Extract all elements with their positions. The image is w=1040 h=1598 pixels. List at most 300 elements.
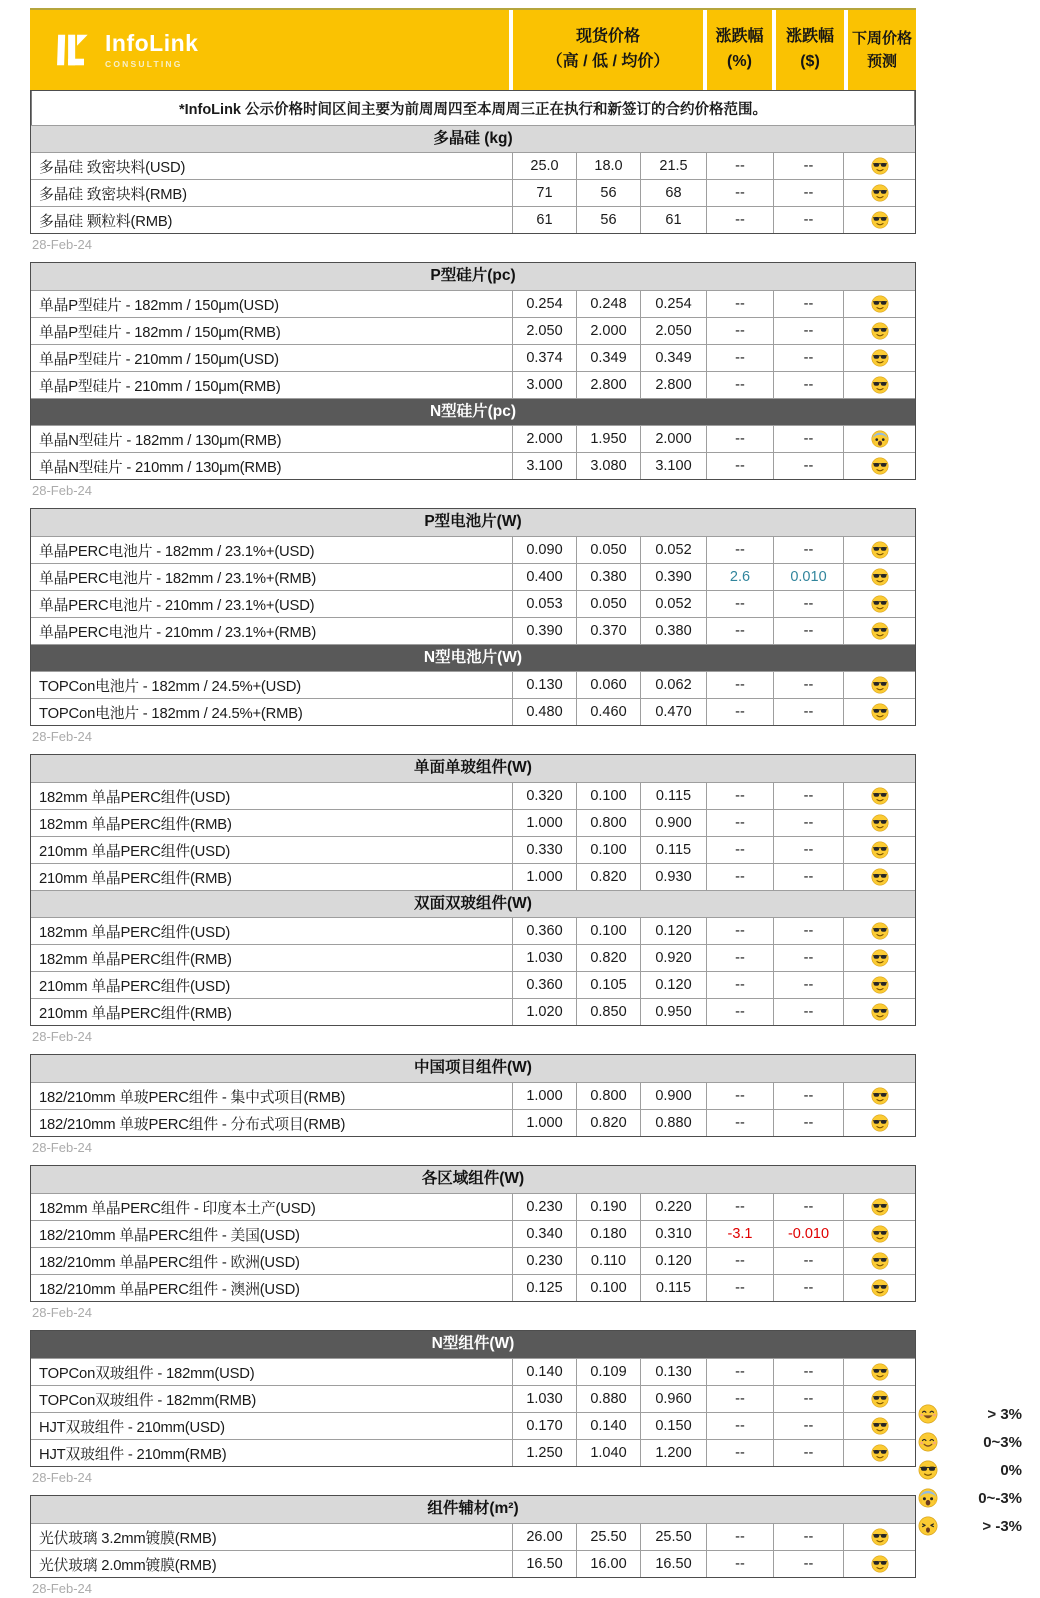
price-high: 3.000 [512, 372, 576, 398]
table-row [31, 590, 915, 617]
trend-up-big-emoji-icon [918, 1404, 938, 1424]
price-low: 1.950 [576, 426, 640, 452]
legend-item [918, 1428, 1022, 1456]
table-row [31, 617, 915, 644]
legend-label: > -3% [982, 1517, 1022, 1535]
trend-flat-emoji-icon [871, 1555, 889, 1573]
trend-flat-emoji-icon [871, 1252, 889, 1270]
change-dollar: -- [773, 1551, 843, 1577]
product-label: 单晶N型硅片 - 210mm / 130μm(RMB) [39, 459, 282, 476]
product-label: 多晶硅 致密块料(USD) [39, 159, 186, 176]
price-avg: 0.920 [640, 945, 706, 971]
price-table-group [30, 754, 916, 1046]
price-low: 1.040 [576, 1440, 640, 1466]
price-high: 2.050 [512, 318, 576, 344]
price-avg: 0.349 [640, 345, 706, 371]
price-low: 0.820 [576, 945, 640, 971]
table-row [31, 179, 915, 206]
change-percent: 2.6 [706, 564, 773, 590]
price-avg: 0.120 [640, 1248, 706, 1274]
price-low: 0.248 [576, 291, 640, 317]
forecast-emoji-cell [843, 291, 915, 317]
table-groups [30, 90, 916, 1598]
price-high: 0.230 [512, 1194, 576, 1220]
product-label: 182mm 单晶PERC组件(USD) [39, 924, 231, 941]
price-high: 0.140 [512, 1359, 576, 1385]
price-low: 2.000 [576, 318, 640, 344]
product-label: 多晶硅 致密块料(RMB) [39, 186, 187, 203]
section-header: N型电池片(W) [31, 644, 915, 671]
change-percent: -- [706, 318, 773, 344]
change-dollar: -- [773, 810, 843, 836]
change-percent: -- [706, 837, 773, 863]
forecast-emoji-cell [843, 180, 915, 206]
price-low: 0.380 [576, 564, 640, 590]
section-date: 28-Feb-24 [32, 729, 92, 744]
forecast-emoji-cell [843, 1440, 915, 1466]
section-header: 组件辅材(m²) [31, 1496, 915, 1523]
change-percent: -- [706, 1413, 773, 1439]
product-label: 182mm 单晶PERC组件(RMB) [39, 951, 232, 968]
price-avg: 0.950 [640, 999, 706, 1025]
price-low: 0.050 [576, 591, 640, 617]
price-table [30, 90, 916, 234]
table-row [31, 998, 915, 1025]
price-avg: 0.220 [640, 1194, 706, 1220]
forecast-emoji-cell [843, 153, 915, 179]
price-avg: 0.310 [640, 1221, 706, 1247]
forecast-emoji-cell [843, 810, 915, 836]
price-high: 1.000 [512, 1110, 576, 1136]
table-row [31, 317, 915, 344]
trend-flat-emoji-icon [871, 1363, 889, 1381]
forecast-emoji-cell [843, 564, 915, 590]
price-avg: 0.254 [640, 291, 706, 317]
change-percent: -- [706, 1275, 773, 1301]
price-high: 3.100 [512, 453, 576, 479]
section-header: N型组件(W) [31, 1331, 915, 1358]
section-date: 28-Feb-24 [32, 237, 92, 252]
price-high: 0.053 [512, 591, 576, 617]
price-low: 25.50 [576, 1524, 640, 1550]
forecast-emoji-cell [843, 918, 915, 944]
forecast-emoji-cell [843, 372, 915, 398]
column-header-forecast: 下周价格 预测 [848, 10, 916, 90]
product-label: TOPCon电池片 - 182mm / 24.5%+(USD) [39, 678, 302, 695]
change-percent: -- [706, 945, 773, 971]
price-high: 0.090 [512, 537, 576, 563]
change-dollar: -- [773, 1248, 843, 1274]
table-row [31, 1550, 915, 1577]
trend-flat-emoji-icon [871, 1198, 889, 1216]
price-avg: 0.130 [640, 1359, 706, 1385]
forecast-emoji-cell [843, 318, 915, 344]
change-dollar: -- [773, 918, 843, 944]
table-row [31, 1358, 915, 1385]
price-table-group [30, 262, 916, 500]
price-avg: 0.380 [640, 618, 706, 644]
change-percent: -- [706, 453, 773, 479]
price-high: 0.360 [512, 918, 576, 944]
forecast-emoji-cell [843, 1275, 915, 1301]
price-low: 0.820 [576, 1110, 640, 1136]
price-high: 1.030 [512, 945, 576, 971]
change-dollar: -- [773, 1440, 843, 1466]
price-avg: 25.50 [640, 1524, 706, 1550]
forecast-emoji-cell [843, 618, 915, 644]
section-date: 28-Feb-24 [32, 1140, 92, 1155]
spot-price-subtitle: （高 / 低 / 均价） [546, 53, 670, 70]
price-low: 0.180 [576, 1221, 640, 1247]
product-label: 光伏玻璃 3.2mm镀膜(RMB) [39, 1530, 217, 1547]
table-row [31, 1247, 915, 1274]
product-label: 单晶PERC电池片 - 182mm / 23.1%+(USD) [39, 543, 315, 560]
change-percent: -3.1 [706, 1221, 773, 1247]
forecast-emoji-cell [843, 999, 915, 1025]
product-label: 光伏玻璃 2.0mm镀膜(RMB) [39, 1557, 217, 1574]
change-percent: -- [706, 153, 773, 179]
price-high: 0.230 [512, 1248, 576, 1274]
trend-flat-emoji-icon [871, 1444, 889, 1462]
forecast-legend [918, 1400, 1022, 1540]
price-table-group [30, 1495, 916, 1598]
table-row [31, 563, 915, 590]
price-avg: 2.000 [640, 426, 706, 452]
price-high: 0.360 [512, 972, 576, 998]
forecast-emoji-cell [843, 1083, 915, 1109]
change-percent: -- [706, 207, 773, 233]
forecast-emoji-cell [843, 837, 915, 863]
price-avg: 0.150 [640, 1413, 706, 1439]
table-row [31, 290, 915, 317]
forecast-emoji-cell [843, 1194, 915, 1220]
price-low: 0.880 [576, 1386, 640, 1412]
column-header-change-dollar: 涨跌幅 ($) [776, 10, 844, 90]
table-row [31, 836, 915, 863]
change-dollar: -0.010 [773, 1221, 843, 1247]
price-note: *InfoLink 公示价格时间区间主要为前周周四至本周周三正在执行和新签订的合约价格范围。 [31, 91, 915, 125]
product-label: 单晶N型硅片 - 182mm / 130μm(RMB) [39, 432, 282, 449]
change-dollar: -- [773, 207, 843, 233]
price-avg: 0.900 [640, 1083, 706, 1109]
section-date: 28-Feb-24 [32, 1305, 92, 1320]
price-low: 0.109 [576, 1359, 640, 1385]
table-row [31, 536, 915, 563]
legend-label: 0~-3% [978, 1489, 1022, 1507]
change-dollar: -- [773, 372, 843, 398]
price-high: 1.000 [512, 864, 576, 890]
change-percent: -- [706, 426, 773, 452]
trend-flat-emoji-icon [871, 1087, 889, 1105]
change-dollar: -- [773, 972, 843, 998]
table-row [31, 971, 915, 998]
price-avg: 0.390 [640, 564, 706, 590]
change-dollar: -- [773, 591, 843, 617]
change-percent: -- [706, 672, 773, 698]
spot-price-title: 现货价格 [575, 28, 640, 46]
change-percent: -- [706, 999, 773, 1025]
price-table-group [30, 90, 916, 254]
product-label: 182mm 单晶PERC组件 - 印度本土产(USD) [39, 1200, 316, 1217]
change-dollar: -- [773, 291, 843, 317]
section-header: 多晶硅 (kg) [31, 125, 915, 152]
trend-flat-emoji-icon [871, 676, 889, 694]
forecast-emoji-cell [843, 591, 915, 617]
change-percent: -- [706, 918, 773, 944]
price-high: 1.250 [512, 1440, 576, 1466]
price-high: 2.000 [512, 426, 576, 452]
price-high: 25.0 [512, 153, 576, 179]
trend-down-emoji-icon [871, 430, 889, 448]
forecast-emoji-cell [843, 1221, 915, 1247]
price-high: 0.390 [512, 618, 576, 644]
section-date: 28-Feb-24 [32, 1470, 92, 1485]
price-avg: 21.5 [640, 153, 706, 179]
trend-down-emoji-icon [918, 1488, 938, 1508]
change-dollar: -- [773, 537, 843, 563]
table-row [31, 1082, 915, 1109]
price-high: 1.020 [512, 999, 576, 1025]
change-dollar: -- [773, 672, 843, 698]
change-dollar: -- [773, 1386, 843, 1412]
legend-item [918, 1484, 1022, 1512]
change-percent: -- [706, 291, 773, 317]
change-percent: -- [706, 810, 773, 836]
trend-flat-emoji-icon [871, 814, 889, 832]
price-low: 0.110 [576, 1248, 640, 1274]
trend-flat-emoji-icon [871, 157, 889, 175]
table-row [31, 809, 915, 836]
price-high: 1.030 [512, 1386, 576, 1412]
table-row [31, 1439, 915, 1466]
change-percent: -- [706, 1194, 773, 1220]
trend-flat-emoji-icon [871, 1225, 889, 1243]
price-low: 3.080 [576, 453, 640, 479]
trend-flat-emoji-icon [871, 184, 889, 202]
price-low: 2.800 [576, 372, 640, 398]
trend-flat-emoji-icon [871, 322, 889, 340]
trend-flat-emoji-icon [871, 295, 889, 313]
section-header: 单面单玻组件(W) [31, 755, 915, 782]
trend-flat-emoji-icon [918, 1460, 938, 1480]
forecast-emoji-cell [843, 1248, 915, 1274]
forecast-emoji-cell [843, 864, 915, 890]
price-high: 1.000 [512, 1083, 576, 1109]
price-low: 0.140 [576, 1413, 640, 1439]
table-row [31, 1385, 915, 1412]
section-header: 双面双玻组件(W) [31, 890, 915, 917]
change-percent: -- [706, 864, 773, 890]
price-avg: 2.800 [640, 372, 706, 398]
trend-flat-emoji-icon [871, 787, 889, 805]
product-label: TOPCon双玻组件 - 182mm(RMB) [39, 1392, 257, 1409]
price-low: 0.060 [576, 672, 640, 698]
price-avg: 0.052 [640, 591, 706, 617]
price-table-group [30, 1165, 916, 1322]
legend-label: 0~3% [983, 1433, 1022, 1451]
change-percent: -- [706, 618, 773, 644]
change-percent: -- [706, 972, 773, 998]
product-label: 182/210mm 单晶PERC组件 - 欧洲(USD) [39, 1254, 300, 1271]
price-avg: 0.115 [640, 837, 706, 863]
price-low: 0.100 [576, 837, 640, 863]
price-low: 0.050 [576, 537, 640, 563]
change-percent: -- [706, 345, 773, 371]
change-dollar: -- [773, 345, 843, 371]
trend-flat-emoji-icon [871, 568, 889, 586]
price-high: 0.320 [512, 783, 576, 809]
forecast-emoji-cell [843, 972, 915, 998]
forecast-emoji-cell [843, 1359, 915, 1385]
trend-flat-emoji-icon [871, 1417, 889, 1435]
trend-flat-emoji-icon [871, 211, 889, 229]
price-table-group [30, 1054, 916, 1157]
forecast-emoji-cell [843, 672, 915, 698]
product-label: TOPCon双玻组件 - 182mm(USD) [39, 1365, 255, 1382]
price-low: 0.800 [576, 810, 640, 836]
price-low: 0.100 [576, 783, 640, 809]
trend-flat-emoji-icon [871, 841, 889, 859]
change-dollar: -- [773, 1275, 843, 1301]
price-avg: 0.115 [640, 783, 706, 809]
price-table [30, 262, 916, 480]
trend-flat-emoji-icon [871, 541, 889, 559]
price-low: 0.460 [576, 699, 640, 725]
trend-flat-emoji-icon [871, 1390, 889, 1408]
product-label: 单晶PERC电池片 - 210mm / 23.1%+(USD) [39, 597, 315, 614]
price-low: 0.105 [576, 972, 640, 998]
product-label: 182/210mm 单玻PERC组件 - 集中式项目(RMB) [39, 1089, 346, 1106]
legend-item [918, 1456, 1022, 1484]
price-low: 0.100 [576, 1275, 640, 1301]
column-header-spot-price [513, 10, 703, 90]
trend-flat-emoji-icon [871, 1279, 889, 1297]
change-percent: -- [706, 1359, 773, 1385]
change-percent: -- [706, 180, 773, 206]
price-avg: 68 [640, 180, 706, 206]
infolink-logo [30, 10, 509, 90]
table-row [31, 1523, 915, 1550]
price-high: 0.480 [512, 699, 576, 725]
price-avg: 0.470 [640, 699, 706, 725]
change-dollar: -- [773, 837, 843, 863]
price-avg: 2.050 [640, 318, 706, 344]
price-avg: 0.120 [640, 972, 706, 998]
price-avg: 3.100 [640, 453, 706, 479]
table-row [31, 944, 915, 971]
price-high: 0.340 [512, 1221, 576, 1247]
price-table-group [30, 1330, 916, 1487]
change-dollar: -- [773, 1413, 843, 1439]
price-high: 71 [512, 180, 576, 206]
trend-flat-emoji-icon [871, 1528, 889, 1546]
trend-down-big-emoji-icon [918, 1516, 938, 1536]
forecast-emoji-cell [843, 426, 915, 452]
forecast-emoji-cell [843, 783, 915, 809]
price-avg: 61 [640, 207, 706, 233]
table-row [31, 344, 915, 371]
column-header-change-percent: 涨跌幅 (%) [707, 10, 772, 90]
change-dollar: -- [773, 1110, 843, 1136]
price-avg: 0.115 [640, 1275, 706, 1301]
product-label: 单晶P型硅片 - 210mm / 150μm(USD) [39, 351, 279, 368]
change-percent: -- [706, 1524, 773, 1550]
trend-flat-emoji-icon [871, 868, 889, 886]
price-high: 16.50 [512, 1551, 576, 1577]
table-row [31, 1193, 915, 1220]
section-header: N型硅片(pc) [31, 398, 915, 425]
change-dollar: -- [773, 153, 843, 179]
product-label: 210mm 单晶PERC组件(USD) [39, 843, 231, 860]
price-low: 56 [576, 180, 640, 206]
product-label: 182mm 单晶PERC组件(RMB) [39, 816, 232, 833]
price-avg: 16.50 [640, 1551, 706, 1577]
price-table [30, 1054, 916, 1137]
product-label: HJT双玻组件 - 210mm(RMB) [39, 1446, 227, 1463]
section-date: 28-Feb-24 [32, 483, 92, 498]
trend-flat-emoji-icon [871, 703, 889, 721]
price-avg: 0.900 [640, 810, 706, 836]
change-dollar: -- [773, 618, 843, 644]
change-percent: -- [706, 591, 773, 617]
price-low: 0.370 [576, 618, 640, 644]
price-high: 61 [512, 207, 576, 233]
price-avg: 0.960 [640, 1386, 706, 1412]
forecast-emoji-cell [843, 1551, 915, 1577]
forecast-emoji-cell [843, 699, 915, 725]
change-dollar: -- [773, 426, 843, 452]
change-percent: -- [706, 1440, 773, 1466]
change-percent: -- [706, 1110, 773, 1136]
table-row [31, 1109, 915, 1136]
trend-flat-emoji-icon [871, 349, 889, 367]
change-dollar: -- [773, 699, 843, 725]
price-avg: 0.062 [640, 672, 706, 698]
price-high: 0.125 [512, 1275, 576, 1301]
change-dollar: -- [773, 1524, 843, 1550]
change-percent: -- [706, 537, 773, 563]
section-date: 28-Feb-24 [32, 1581, 92, 1596]
table-row [31, 152, 915, 179]
forecast-emoji-cell [843, 1110, 915, 1136]
change-dollar: -- [773, 1359, 843, 1385]
price-low: 0.100 [576, 918, 640, 944]
legend-label: 0% [1000, 1461, 1022, 1479]
product-label: TOPCon电池片 - 182mm / 24.5%+(RMB) [39, 705, 303, 722]
price-high: 0.374 [512, 345, 576, 371]
product-label: 182/210mm 单玻PERC组件 - 分布式项目(RMB) [39, 1116, 346, 1133]
change-dollar: -- [773, 1194, 843, 1220]
change-percent: -- [706, 699, 773, 725]
trend-flat-emoji-icon [871, 949, 889, 967]
change-dollar: -- [773, 180, 843, 206]
legend-label: > 3% [987, 1405, 1022, 1423]
trend-flat-emoji-icon [871, 1003, 889, 1021]
section-header: 中国项目组件(W) [31, 1055, 915, 1082]
product-label: 多晶硅 颗粒料(RMB) [39, 213, 173, 230]
trend-flat-emoji-icon [871, 595, 889, 613]
change-dollar: -- [773, 864, 843, 890]
price-table-group [30, 508, 916, 746]
table-row [31, 698, 915, 725]
price-table [30, 1495, 916, 1578]
product-label: 单晶P型硅片 - 182mm / 150μm(RMB) [39, 324, 281, 341]
product-label: 单晶PERC电池片 - 210mm / 23.1%+(RMB) [39, 624, 317, 641]
price-low: 0.349 [576, 345, 640, 371]
trend-flat-emoji-icon [871, 976, 889, 994]
change-percent: -- [706, 1248, 773, 1274]
change-percent: -- [706, 1386, 773, 1412]
